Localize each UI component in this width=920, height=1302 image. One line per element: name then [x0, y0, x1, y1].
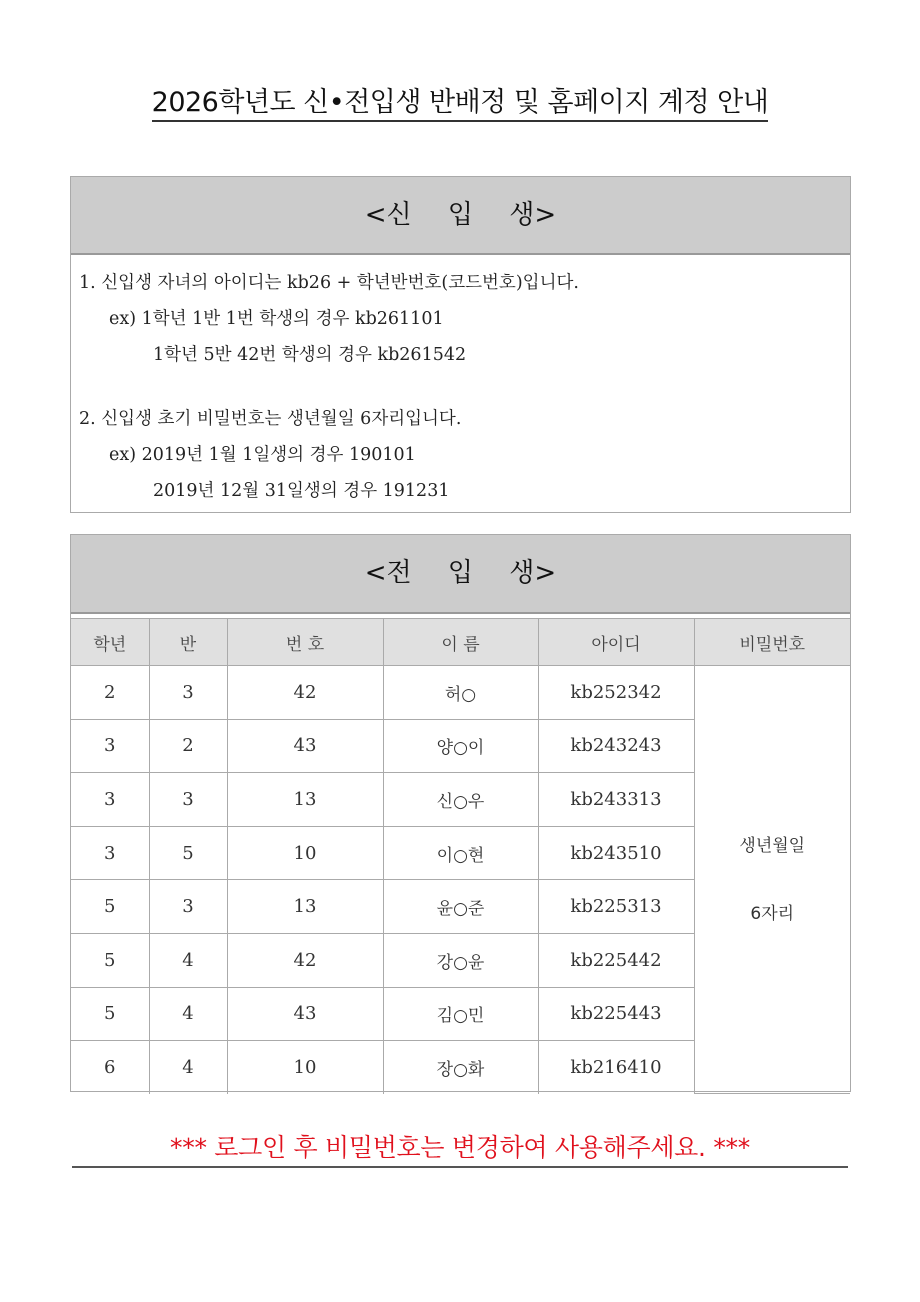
- column-header-grade: 학년: [71, 619, 149, 666]
- table-header-row: [71, 619, 850, 666]
- cell-number: 10: [227, 826, 383, 880]
- column-header-number: 번 호: [227, 619, 383, 666]
- table-row: [71, 666, 850, 720]
- cell-grade: 3: [71, 773, 149, 827]
- cell-name: 김○민: [383, 987, 538, 1041]
- column-header-name: 이 름: [383, 619, 538, 666]
- cell-id: kb225443: [538, 987, 694, 1041]
- spacer: [79, 373, 850, 401]
- cell-number: 42: [227, 933, 383, 987]
- notice-password-rule: 2. 신입생 초기 비밀번호는 생년월일 6자리입니다.: [79, 409, 462, 429]
- cell-number: 13: [227, 880, 383, 934]
- cell-class: 4: [149, 933, 227, 987]
- cell-name: 장○화: [383, 1041, 538, 1094]
- password-change-warning: *** 로그인 후 비밀번호는 변경하여 사용해주세요. ***: [72, 1128, 848, 1168]
- cell-grade: 3: [71, 719, 149, 773]
- cell-id: kb225313: [538, 880, 694, 934]
- cell-grade: 5: [71, 880, 149, 934]
- notice-id-rule: 1. 신입생 자녀의 아이디는 kb26 + 학년반번호(코드번호)입니다.: [79, 273, 579, 293]
- cell-class: 4: [149, 1041, 227, 1094]
- transfer-students-section: [70, 534, 851, 1092]
- cell-id: kb243510: [538, 826, 694, 880]
- notice-password-example-2: 2019년 12월 31일생의 경우 191231: [153, 481, 450, 501]
- password-note-line-1: 생년월일: [739, 835, 806, 856]
- cell-class: 4: [149, 987, 227, 1041]
- notice-id-example-1: ex) 1학년 1반 1번 학생의 경우 kb261101: [109, 309, 444, 329]
- cell-id: kb243243: [538, 719, 694, 773]
- transfer-students-table: [71, 619, 850, 1094]
- column-header-id: 아이디: [538, 619, 694, 666]
- cell-name: 이○현: [383, 826, 538, 880]
- column-header-password: 비밀번호: [694, 619, 850, 666]
- new-students-header: <신 입 생>: [71, 177, 850, 255]
- cell-password-note: [694, 666, 850, 1094]
- cell-class: 3: [149, 880, 227, 934]
- document-title: [0, 80, 920, 119]
- cell-grade: 6: [71, 1041, 149, 1094]
- password-note-line-2: 6자리: [750, 903, 795, 924]
- cell-grade: 3: [71, 826, 149, 880]
- cell-number: 10: [227, 1041, 383, 1094]
- notice-id-example-2: 1학년 5반 42번 학생의 경우 kb261542: [153, 345, 467, 365]
- new-students-section: [70, 176, 851, 513]
- cell-class: 3: [149, 666, 227, 720]
- cell-number: 43: [227, 719, 383, 773]
- cell-name: 강○윤: [383, 933, 538, 987]
- cell-grade: 2: [71, 666, 149, 720]
- cell-name: 윤○준: [383, 880, 538, 934]
- cell-id: kb225442: [538, 933, 694, 987]
- cell-number: 43: [227, 987, 383, 1041]
- cell-name: 양○이: [383, 719, 538, 773]
- cell-number: 42: [227, 666, 383, 720]
- cell-grade: 5: [71, 933, 149, 987]
- new-students-notice: [71, 255, 850, 509]
- cell-name: 신○우: [383, 773, 538, 827]
- cell-id: kb252342: [538, 666, 694, 720]
- transfer-students-header: <전 입 생>: [71, 535, 850, 614]
- document-title-text: 2026학년도 신•전입생 반배정 및 홈페이지 계정 안내: [152, 87, 769, 122]
- cell-class: 3: [149, 773, 227, 827]
- cell-name: 허○: [383, 666, 538, 720]
- cell-id: kb216410: [538, 1041, 694, 1094]
- cell-class: 2: [149, 719, 227, 773]
- cell-number: 13: [227, 773, 383, 827]
- notice-password-example-1: ex) 2019년 1월 1일생의 경우 190101: [109, 445, 416, 465]
- column-header-class: 반: [149, 619, 227, 666]
- cell-grade: 5: [71, 987, 149, 1041]
- cell-id: kb243313: [538, 773, 694, 827]
- cell-class: 5: [149, 826, 227, 880]
